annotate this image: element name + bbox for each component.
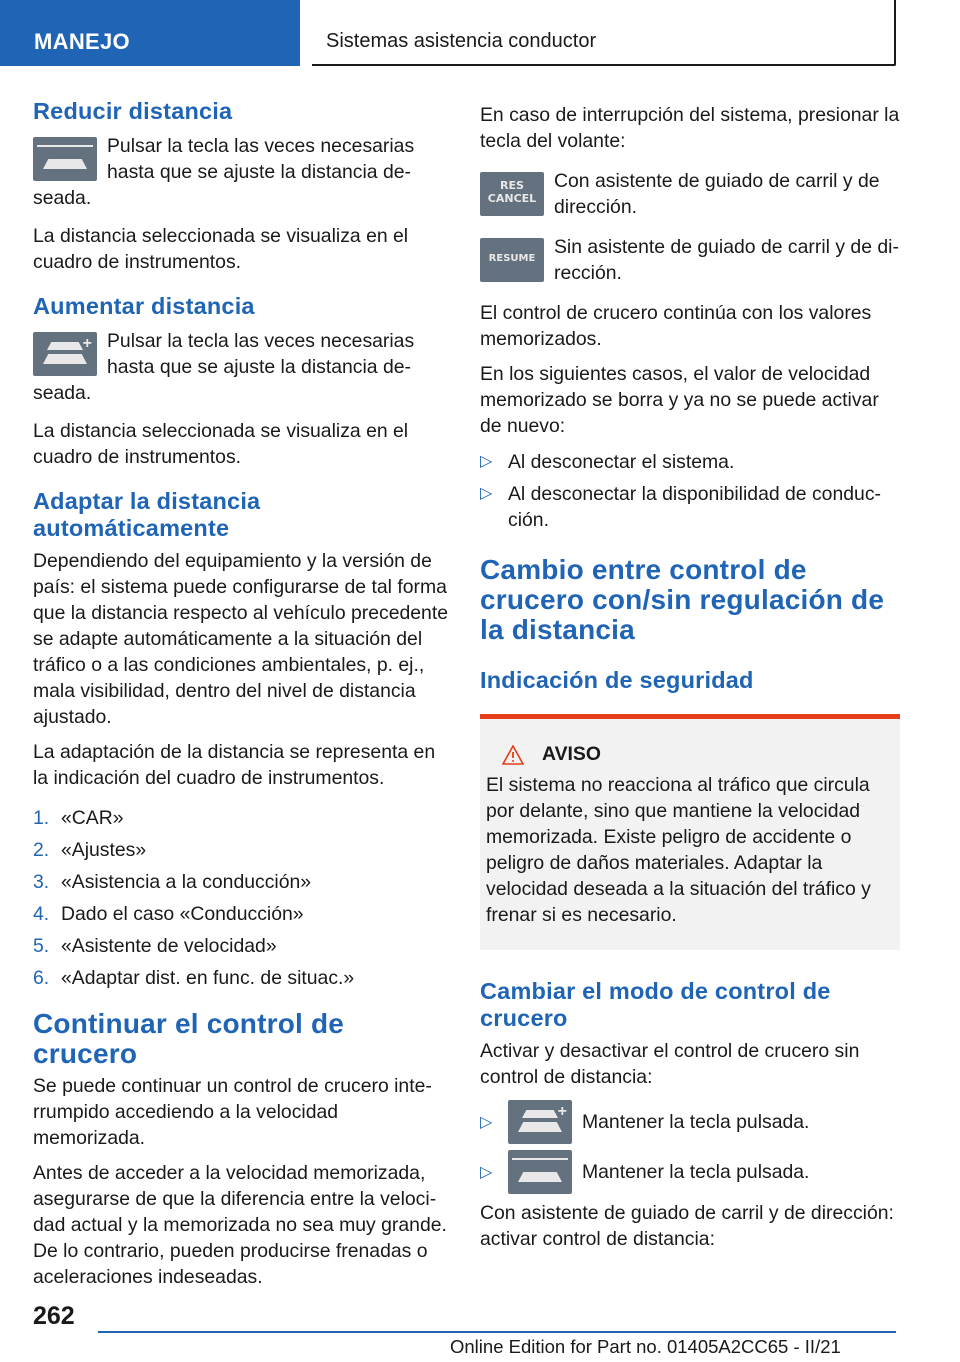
list-item: 3. «Asistencia a la conducción» (33, 871, 312, 893)
warning-heading (502, 743, 892, 766)
warning-triangle-icon (502, 745, 524, 765)
memorized-para: El control de crucero continúa con los valores memorizados. (480, 302, 872, 350)
cambio-title: Cambio entre control de crucero con/sin regulación de la distancia (480, 554, 885, 645)
deletion-cases (480, 449, 900, 533)
arrow-right-icon: ▷ (480, 1164, 493, 1181)
resume-button-icon: RESUME (480, 238, 544, 282)
resume-instruction (480, 234, 900, 286)
distance-increase-button-icon (33, 332, 97, 376)
page-number: 262 (33, 1302, 75, 1330)
modo-step-decrease (480, 1150, 900, 1194)
modo-step-increase (480, 1100, 900, 1144)
warning-box (480, 714, 900, 950)
adaptar-title: Adaptar la distancia automáticamente (33, 488, 261, 541)
resume-text: Sin asistente de guiado de carril y de dirección. (554, 236, 899, 284)
arrow-right-icon: ▷ (480, 1114, 493, 1131)
distance-decrease-button-icon (33, 137, 97, 181)
res-cancel-text: Con asistente de guiado de carril y de dirección. (554, 170, 880, 218)
plus-icon: + (557, 1103, 567, 1120)
warning-title: AVISO (542, 743, 601, 765)
continuar-para1: Se puede continuar un control de crucero interrumpido accediendo a la velocidad memorizada. (33, 1075, 432, 1149)
continuar-title: Continuar el control de crucero (33, 1008, 345, 1069)
modo-para: Activar y desactivar el control de crucero sin control de distancia: (480, 1040, 860, 1088)
chapter-title: Sistemas asistencia conductor (326, 30, 597, 52)
modo-step-text: Mantener la tecla pulsada. (582, 1160, 810, 1183)
deleted-para: En los siguientes casos, el valor de velocidad memorizado se borra y ya no se puede activar de nuevo: (480, 363, 879, 437)
modo-title: Cambiar el modo de control de crucero (480, 978, 831, 1031)
list-item: 1. «CAR» (33, 807, 124, 829)
adaptar-para2: La adaptación de la distancia se representa en la indicación del cuadro de instrumentos. (33, 741, 436, 789)
arrow-right-icon: ▷ (480, 453, 493, 470)
section-tab (0, 0, 300, 66)
reducir-para: La distancia seleccionada se visualiza en el cuadro de instrumentos. (33, 225, 409, 273)
distance-increase-button-icon (508, 1100, 572, 1144)
res-cancel-instruction (480, 168, 900, 220)
reducir-title: Reducir distancia (33, 98, 233, 124)
list-item: ▷ Al desconectar el sistema. (480, 451, 735, 473)
continuar-para2: Antes de acceder a la velocidad memorizada, asegurarse de que la diferencia entre la velocidad actual y la memorizada no sea muy grande. De lo contrario, pueden producirse frenadas o aceleraciones indeseadas. (33, 1162, 447, 1288)
seguridad-title: Indicación de seguridad (480, 667, 754, 693)
res-cancel-button-icon: RES CANCEL (480, 172, 544, 216)
reducir-instruction (33, 133, 451, 211)
list-item: 2. «Ajustes» (33, 839, 147, 861)
reducir-icon-text: Pulsar la tecla las veces necesarias hasta que se ajuste la distancia deseada. (33, 135, 415, 209)
distance-decrease-button-icon (508, 1150, 572, 1194)
right-column (480, 102, 900, 1261)
aumentar-icon-text: Pulsar la tecla las veces necesarias hasta que se ajuste la distancia deseada. (33, 330, 415, 404)
edition-footer: Online Edition for Part no. 01405A2CC65 - II/21 (450, 1336, 841, 1357)
plus-icon: + (82, 335, 92, 352)
left-column (33, 98, 451, 1299)
list-item: ▷ Al desconectar la disponibilidad de conducción. (480, 483, 881, 531)
section-title: MANEJO (34, 29, 130, 54)
adaptar-steps (33, 805, 451, 991)
arrow-right-icon: ▷ (480, 485, 493, 502)
list-item: 5. «Asistente de velocidad» (33, 935, 277, 957)
footer-divider (98, 1331, 896, 1333)
warning-text: El sistema no reacciona al tráfico que circula por delante, sino que mantiene la velocidad memorizada. Existe peligro de accidente o peligro de daños materiales. Adaptar la velocidad deseada a la situación del tráfico y frenar si es necesario. (486, 774, 871, 926)
aumentar-instruction (33, 328, 451, 406)
list-item: 6. «Adaptar dist. en func. de situac.» (33, 967, 355, 989)
aumentar-title: Aumentar distancia (33, 293, 255, 319)
adaptar-para1: Dependiendo del equipamiento y la versión de país: el sistema puede configurarse de tal forma que la distancia respecto al vehículo precedente se adapte automáticamente a la situación del tráfico o a las condiciones ambientales, p. ej., mala visibilidad, dentro del nivel de distancia ajustado. (33, 550, 449, 728)
chapter-header (312, 0, 896, 66)
list-item: 4. Dado el caso «Conducción» (33, 903, 304, 925)
final-para: Con asistente de guiado de carril y de dirección: activar control de distancia: (480, 1202, 894, 1250)
interruption-intro: En caso de interrupción del sistema, presionar la tecla del volante: (480, 104, 900, 152)
modo-step-text: Mantener la tecla pulsada. (582, 1110, 810, 1133)
aumentar-para: La distancia seleccionada se visualiza en el cuadro de instrumentos. (33, 420, 409, 468)
